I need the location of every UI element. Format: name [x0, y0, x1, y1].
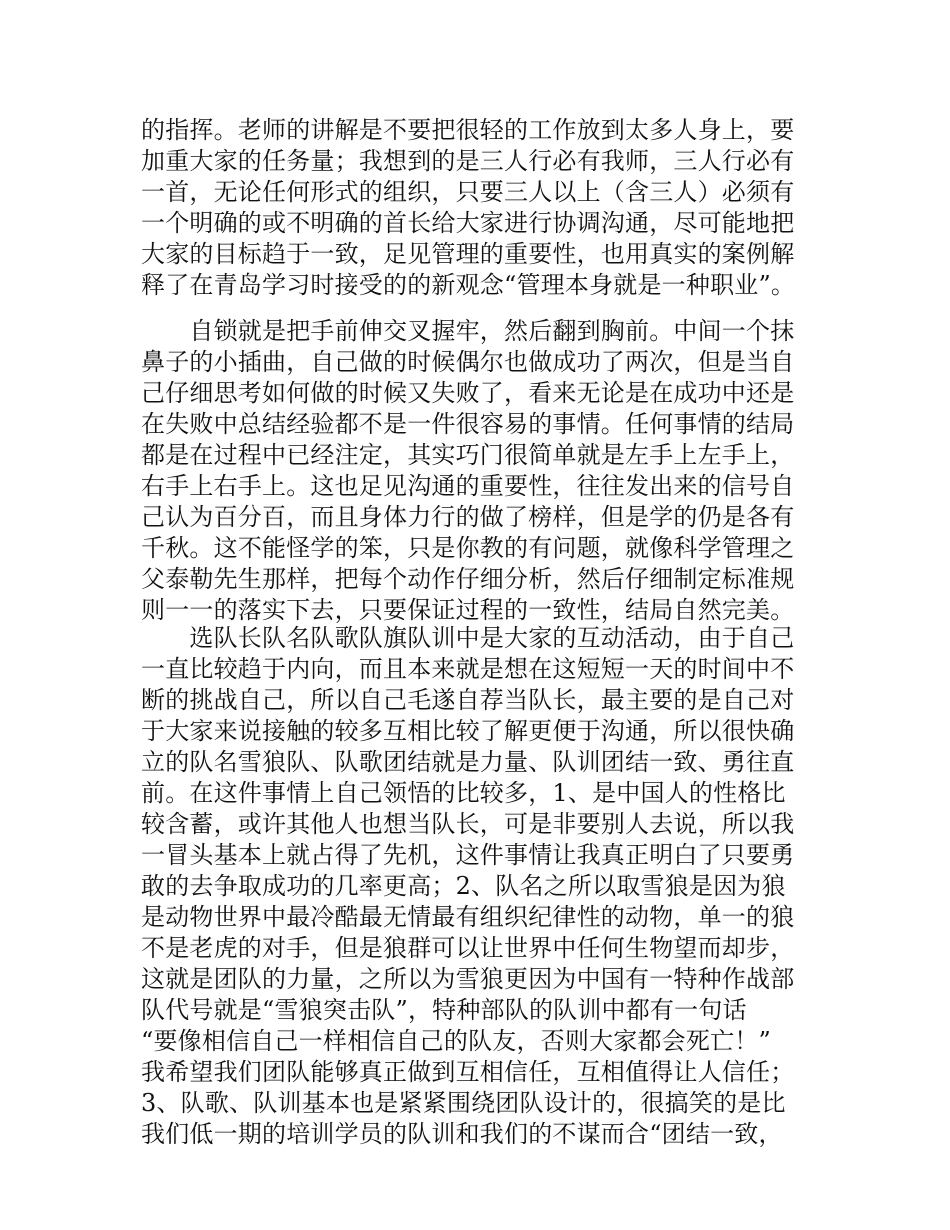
- text-line: 右手上右手上。这也足见沟通的重要性，往往发出来的信号自: [141, 472, 795, 500]
- text-line: 在失败中总结经验都不是一件很容易的事情。任何事情的结局: [141, 410, 795, 438]
- text-line: 选队长队名队歌队旗队训中是大家的互动活动，由于自己: [141, 624, 795, 652]
- text-line: 己认为百分百，而且身体力行的做了榜样，但是学的仍是各有: [141, 503, 795, 531]
- text-line: 敢的去争取成功的几率更高；2、队名之所以取雪狼是因为狼: [141, 872, 786, 900]
- text-line: 释了在青岛学习时接受的的新观念“管理本身就是一种职业”。: [141, 271, 796, 299]
- text-line: 一直比较趋于内向，而且本来就是想在这短短一天的时间中不: [141, 655, 795, 683]
- text-line: 断的挑战自己，所以自己毛遂自荐当队长，最主要的是自己对: [141, 686, 795, 714]
- text-line: 这就是团队的力量，之所以为雪狼更因为中国有一特种作战部: [141, 965, 795, 993]
- text-line: 立的队名雪狼队、队歌团结就是力量、队训团结一致、勇往直: [141, 748, 795, 776]
- text-line: 是动物世界中最冷酷最无情最有组织纪律性的动物，单一的狼: [141, 903, 795, 931]
- text-line: 一首，无论任何形式的组织，只要三人以上（含三人）必须有: [141, 178, 795, 206]
- text-line: 于大家来说接触的较多互相比较了解更便于沟通，所以很快确: [141, 717, 795, 745]
- text-line: 3、队歌、队训基本也是紧紧围绕团队设计的，很搞笑的是比: [141, 1089, 786, 1117]
- text-line: 一冒头基本上就占得了先机，这件事情让我真正明白了只要勇: [141, 841, 795, 869]
- text-line: 自锁就是把手前伸交叉握牢，然后翻到胸前。中间一个抹: [141, 317, 795, 345]
- text-line: 千秋。这不能怪学的笨，只是你教的有问题，就像科学管理之: [141, 534, 795, 562]
- text-line: 我们低一期的培训学员的队训和我们的不谋而合“团结一致，: [141, 1120, 783, 1148]
- text-line: 不是老虎的对手，但是狼群可以让世界中任何生物望而却步，: [141, 934, 795, 962]
- text-line: 己仔细思考如何做的时候又失败了，看来无论是在成功中还是: [141, 379, 795, 407]
- paragraph-2: [141, 316, 841, 626]
- text-line: “要像相信自己一样相信自己的队友，否则大家都会死亡！”: [141, 1027, 771, 1055]
- text-line: 大家的目标趋于一致，足见管理的重要性，也用真实的案例解: [141, 240, 795, 268]
- text-line: 前。在这件事情上自己领悟的比较多，1、是中国人的性格比: [141, 779, 786, 807]
- text-line: 我希望我们团队能够真正做到互相信任，互相值得让人信任；: [141, 1058, 795, 1086]
- text-line: 则一一的落实下去，只要保证过程的一致性，结局自然完美。: [141, 596, 795, 624]
- text-line: 的指挥。老师的讲解是不要把很轻的工作放到太多人身上，要: [141, 116, 795, 144]
- text-line: 队代号就是“雪狼突击队”，特种部队的队训中都有一句话: [141, 996, 747, 1024]
- text-line: 父泰勒先生那样，把每个动作仔细分析，然后仔细制定标准规: [141, 565, 795, 593]
- text-line: 较含蓄，或许其他人也想当队长，可是非要别人去说，所以我: [141, 810, 795, 838]
- text-line: 都是在过程中已经注定，其实巧门很简单就是左手上左手上，: [141, 441, 795, 469]
- paragraph-1: [141, 115, 841, 301]
- text-line: 加重大家的任务量；我想到的是三人行必有我师，三人行必有: [141, 147, 795, 175]
- text-line: 鼻子的小插曲，自己做的时候偶尔也做成功了两次，但是当自: [141, 348, 795, 376]
- paragraph-3: [141, 623, 841, 1150]
- text-line: 一个明确的或不明确的首长给大家进行协调沟通，尽可能地把: [141, 209, 795, 237]
